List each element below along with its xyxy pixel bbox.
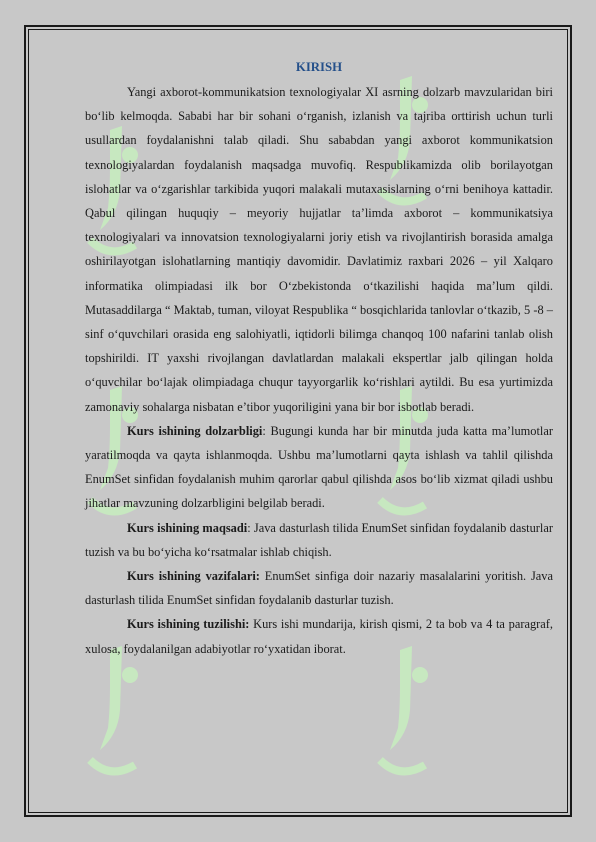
page-title: KIRISH xyxy=(295,60,343,74)
relevance-label: Kurs ishining dolzarbligi xyxy=(127,423,263,438)
goal-paragraph xyxy=(85,516,553,564)
structure-paragraph xyxy=(85,612,553,660)
watermark-logo-icon xyxy=(370,640,440,790)
goal-text: Java dasturlash tilida EnumSet sinfidan foydalanib dasturlar tuzish va bu bo‘yicha ko‘rsatmalar ishlab chiqish. xyxy=(85,520,553,559)
tasks-label: Kurs ishining vazifalari: xyxy=(127,569,260,584)
relevance-text: Bugungi kunda har bir minutda juda katta ma’lumotlar yaratilmoqda va qayta ishlanmoqda. Ushbu ma’lumotlarni qayta ishlash va tahlil qilishda EnumSet sinfidan foydalanish muhim qarorlar qabul qilishda asos bo‘lib xizmat qiladi ushbu jihatlar mavzuning dolzarbligini belgilab beradi. xyxy=(85,423,553,511)
structure-text: Kurs ishi mundarija, kirish qismi, 2 ta bob va 4 ta paragraf, xulosa, foydalanilgan adabiyotlar ro‘yxatidan iborat. xyxy=(85,617,554,656)
goal-label: Kurs ishining maqsadi xyxy=(127,520,248,535)
relevance-separator: : xyxy=(262,423,266,438)
tasks-paragraph xyxy=(85,564,553,612)
intro-paragraph: Yangi axborot-kommunikatsion texnologiyalar XI asrning dolzarb mavzularidan biri bo‘lib kelmoqda. Sababi har bir sohani o‘rganish, izlanish va tajriba orttirish uchun turli usullardan foydalanishni talab qiladi. Shu sababdan yangi axborot kommunikatsion texnologiyalardan foydalanish maqsadga muvofiq. Respublikamizda olib borilayotgan islohatlar va o‘zgarishlar tarkibida yuqori malakali mutaxasislarning o‘rni benihoya kattadir. Qabul qilingan huquqiy – meyoriy hujjatlar ta’limda axborot – kommunikatsiya texnologiyalari va innovatsion texnologiyalarni joriy etish va rivojlantirish borasida amalga oshirilayotgan islohatlarning mantiqiy davomidir. Davlatimiz raxbari 2026 – yil Xalqaro informatika olimpiadasi ilk bor O‘zbekistonda o‘tkazilishi haqida ma’lum qildi. Mutasaddilarga “ Maktab, tuman, viloyat Respublika “ bosqichlarida tanlovlar o‘tkazib, 5 -8 – sinf o‘quvchilari orasida eng salohiyatli, iqtidorli bilimga chanqoq 100 nafarini tanlab olish topshirildi. IT yaxshi rivojlangan davlatlardan malakali ekspertlar jalb qilingan holda o‘quvchilar bo‘lajak olimpiadaga chuqur tayyorgarlik ko‘rishlari aytildi. Bu esa yurtimizda zamonaviy sohalarga nisbatan e’tibor yuqoriligini yana bir bor isbotlab beradi. xyxy=(85,85,553,414)
goal-separator: : xyxy=(247,520,251,535)
relevance-paragraph xyxy=(85,419,553,516)
document-body xyxy=(85,55,553,661)
tasks-text: EnumSet sinfiga doir nazariy masalalarini yoritish. Java dasturlash tilida EnumSet sinfidan foydalanib dasturlar tuzish. xyxy=(85,569,553,608)
watermark-logo-icon xyxy=(80,640,150,790)
structure-label: Kurs ishining tuzilishi: xyxy=(127,617,250,632)
